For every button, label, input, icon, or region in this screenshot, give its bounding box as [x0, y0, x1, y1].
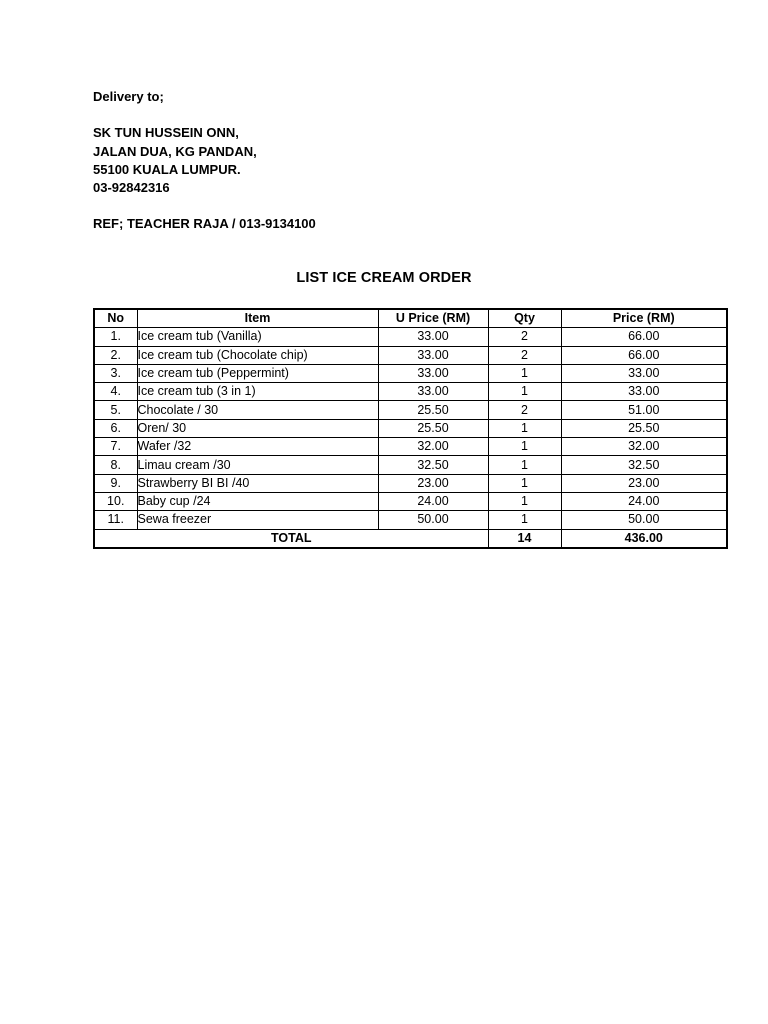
row-item: Sewa freezer: [137, 511, 378, 529]
row-unit-price: 33.00: [378, 383, 488, 401]
reference-line: REF; TEACHER RAJA / 013-9134100: [93, 216, 316, 232]
table-row: [94, 328, 727, 346]
row-item: Ice cream tub (Vanilla): [137, 328, 378, 346]
spacer: [93, 197, 316, 215]
address-line-city: 55100 KUALA LUMPUR.: [93, 161, 241, 177]
row-item: Baby cup /24: [137, 492, 378, 510]
row-unit-price: 50.00: [378, 511, 488, 529]
row-number: 5.: [94, 401, 137, 419]
row-price: 50.00: [561, 511, 727, 529]
row-unit-price: 33.00: [378, 364, 488, 382]
table-total-row: [94, 529, 727, 548]
total-qty: 14: [488, 529, 561, 548]
table-row: [94, 383, 727, 401]
order-table: [93, 308, 728, 549]
table-row: [94, 474, 727, 492]
row-price: 23.00: [561, 474, 727, 492]
row-price: 24.00: [561, 492, 727, 510]
row-qty: 1: [488, 419, 561, 437]
row-item: Wafer /32: [137, 438, 378, 456]
row-unit-price: 33.00: [378, 328, 488, 346]
row-number: 1.: [94, 328, 137, 346]
row-number: 4.: [94, 383, 137, 401]
table-row: [94, 419, 727, 437]
table-row: [94, 492, 727, 510]
address-line-phone: 03-92842316: [93, 180, 170, 196]
table-row: [94, 438, 727, 456]
row-unit-price: 23.00: [378, 474, 488, 492]
row-item: Ice cream tub (Peppermint): [137, 364, 378, 382]
table-row: [94, 364, 727, 382]
total-label: TOTAL: [94, 529, 488, 548]
row-number: 2.: [94, 346, 137, 364]
row-price: 66.00: [561, 346, 727, 364]
row-price: 32.00: [561, 438, 727, 456]
row-unit-price: 24.00: [378, 492, 488, 510]
column-header-price: Price (RM): [561, 309, 727, 328]
table-header-row: [94, 309, 727, 328]
table-row: [94, 456, 727, 474]
row-qty: 2: [488, 401, 561, 419]
row-unit-price: 32.50: [378, 456, 488, 474]
row-item: Oren/ 30: [137, 419, 378, 437]
column-header-unit-price: U Price (RM): [378, 309, 488, 328]
column-header-no: No: [94, 309, 137, 328]
row-item: Chocolate / 30: [137, 401, 378, 419]
delivery-heading: Delivery to;: [93, 89, 164, 104]
row-unit-price: 32.00: [378, 438, 488, 456]
table-row: [94, 401, 727, 419]
row-unit-price: 25.50: [378, 401, 488, 419]
row-number: 10.: [94, 492, 137, 510]
address-line-street: JALAN DUA, KG PANDAN,: [93, 143, 257, 159]
row-qty: 1: [488, 511, 561, 529]
document-title: LIST ICE CREAM ORDER: [296, 270, 472, 286]
total-price: 436.00: [561, 529, 727, 548]
table-row: [94, 346, 727, 364]
row-qty: 1: [488, 456, 561, 474]
row-item: Strawberry BI BI /40: [137, 474, 378, 492]
row-item: Limau cream /30: [137, 456, 378, 474]
address-line-school: SK TUN HUSSEIN ONN,: [93, 125, 239, 141]
row-unit-price: 25.50: [378, 419, 488, 437]
row-price: 32.50: [561, 456, 727, 474]
row-qty: 1: [488, 492, 561, 510]
row-qty: 1: [488, 438, 561, 456]
row-number: 9.: [94, 474, 137, 492]
row-qty: 1: [488, 364, 561, 382]
row-number: 7.: [94, 438, 137, 456]
row-qty: 2: [488, 346, 561, 364]
row-item: Ice cream tub (3 in 1): [137, 383, 378, 401]
column-header-qty: Qty: [488, 309, 561, 328]
row-unit-price: 33.00: [378, 346, 488, 364]
row-number: 6.: [94, 419, 137, 437]
row-qty: 1: [488, 383, 561, 401]
column-header-item: Item: [137, 309, 378, 328]
delivery-address-block: [93, 88, 316, 234]
row-price: 51.00: [561, 401, 727, 419]
row-number: 11.: [94, 511, 137, 529]
spacer: [93, 106, 316, 124]
row-number: 3.: [94, 364, 137, 382]
row-price: 66.00: [561, 328, 727, 346]
row-number: 8.: [94, 456, 137, 474]
row-price: 25.50: [561, 419, 727, 437]
table-row: [94, 511, 727, 529]
row-qty: 2: [488, 328, 561, 346]
row-qty: 1: [488, 474, 561, 492]
row-price: 33.00: [561, 383, 727, 401]
row-item: Ice cream tub (Chocolate chip): [137, 346, 378, 364]
row-price: 33.00: [561, 364, 727, 382]
